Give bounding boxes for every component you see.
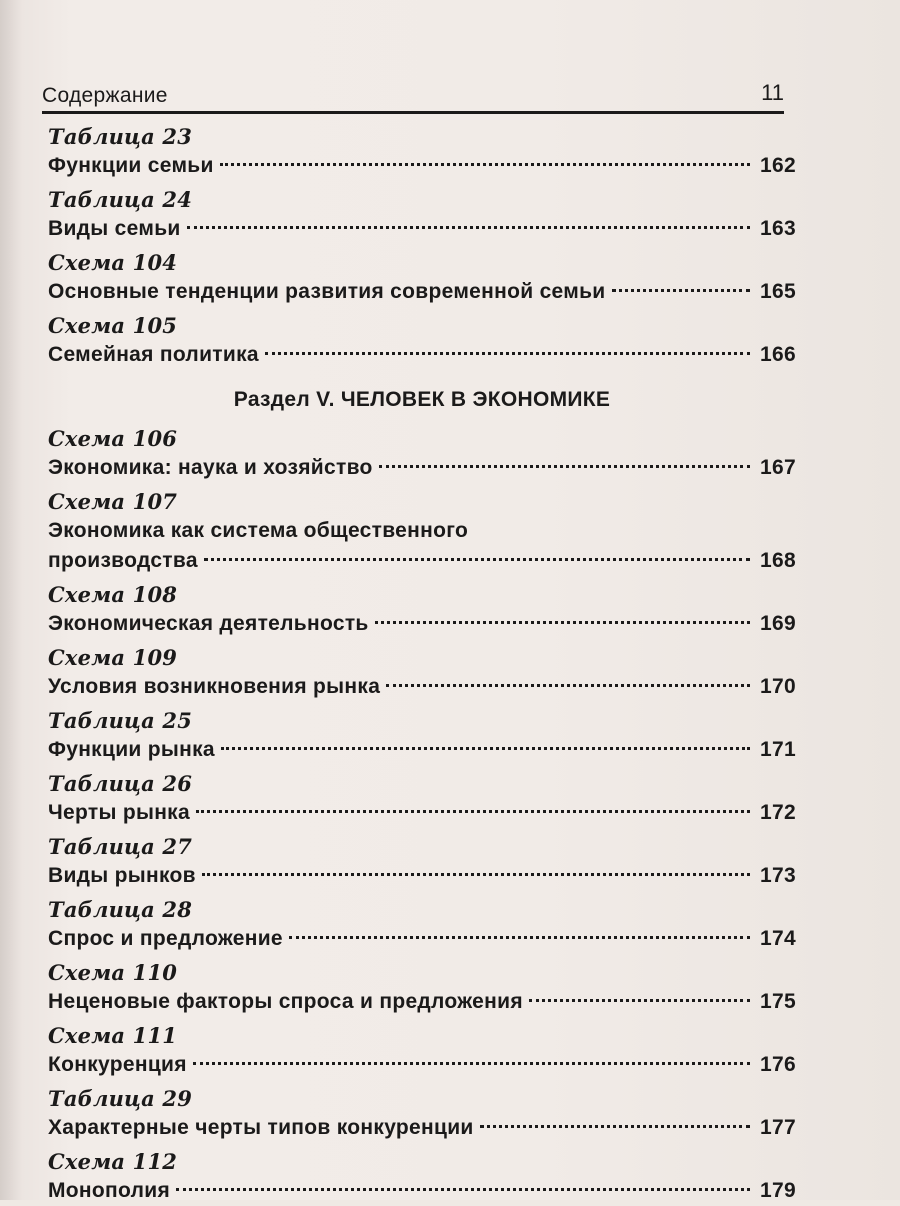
toc-entries-after (48, 425, 796, 1206)
entry-row (48, 1176, 796, 1206)
entry-title: Условия возникновения рынка (48, 675, 381, 698)
entry-title: Семейная политика (48, 343, 259, 366)
entry-label: Схема 109 (48, 645, 178, 670)
entry-title: Основные тенденции развития современной семьи (48, 280, 606, 303)
entry-label: Схема 111 (48, 1023, 178, 1048)
entry-page-number: 174 (760, 927, 796, 950)
entry-page-number: 179 (760, 1179, 796, 1202)
toc-entry (48, 123, 796, 181)
toc-entry (48, 488, 796, 576)
entry-page-number: 167 (760, 456, 796, 479)
entry-label: Таблица 24 (48, 187, 193, 212)
entry-label: Таблица 28 (48, 897, 193, 922)
table-of-contents (48, 118, 796, 1206)
entry-title: Спрос и предложение (48, 927, 283, 950)
running-header (42, 78, 784, 110)
entry-label: Схема 106 (48, 426, 178, 451)
entry-label: Схема 112 (48, 1149, 178, 1174)
entry-page-number: 169 (760, 612, 796, 635)
toc-entry (48, 581, 796, 639)
entry-row (48, 987, 796, 1017)
dot-leader (289, 936, 750, 939)
entry-title: производства (48, 549, 198, 572)
dot-leader (480, 1125, 750, 1128)
entry-title: Экономика: наука и хозяйство (48, 456, 373, 479)
dot-leader (529, 999, 750, 1002)
dot-leader (386, 684, 750, 687)
entry-title: Конкуренция (48, 1053, 187, 1076)
header-title: Содержание (42, 84, 168, 107)
entry-page-number: 168 (760, 549, 796, 572)
section-heading: Раздел V. ЧЕЛОВЕК В ЭКОНОМИКЕ (233, 388, 611, 411)
entry-label: Таблица 25 (48, 708, 193, 733)
entry-title: Монополия (48, 1179, 171, 1202)
entry-row (48, 151, 796, 181)
toc-entry (48, 833, 796, 891)
entry-label: Таблица 27 (48, 834, 193, 859)
entry-label: Схема 105 (48, 313, 178, 338)
toc-entry (48, 707, 796, 765)
entry-page-number: 177 (760, 1116, 796, 1139)
entry-row (48, 924, 796, 954)
entry-page-number: 175 (760, 990, 796, 1013)
entry-label: Таблица 29 (48, 1086, 193, 1111)
entry-page-number: 166 (760, 343, 796, 366)
entry-row (48, 277, 796, 307)
dot-leader (379, 465, 750, 468)
toc-entry (48, 312, 796, 370)
entry-page-number: 163 (760, 217, 796, 240)
toc-entry (48, 1148, 796, 1206)
entry-page-number: 171 (760, 738, 796, 761)
entry-row (48, 609, 796, 639)
entry-row (48, 340, 796, 370)
entry-page-number: 162 (760, 154, 796, 177)
entry-label: Схема 104 (48, 250, 178, 275)
header-page-number: 11 (761, 80, 784, 105)
entry-title: Черты рынка (48, 801, 190, 824)
entry-row (48, 214, 796, 244)
entry-title: Виды рынков (48, 864, 196, 887)
dot-leader (196, 810, 750, 813)
entry-title: Характерные черты типов конкуренции (48, 1116, 474, 1139)
dot-leader (187, 226, 750, 229)
toc-entry (48, 249, 796, 307)
entry-title: Функции рынка (48, 738, 215, 761)
entry-title: Функции семьи (48, 154, 214, 177)
entry-row (48, 1050, 796, 1080)
dot-leader (375, 621, 750, 624)
dot-leader (176, 1188, 750, 1191)
entry-label: Таблица 26 (48, 771, 193, 796)
entry-row (48, 672, 796, 702)
entry-row (48, 1113, 796, 1143)
entry-label: Схема 107 (48, 489, 178, 514)
toc-entry (48, 896, 796, 954)
toc-entry (48, 425, 796, 483)
dot-leader (204, 558, 750, 561)
dot-leader (265, 352, 750, 355)
entry-row (48, 453, 796, 483)
toc-entry (48, 770, 796, 828)
toc-entry (48, 1085, 796, 1143)
entry-row (48, 735, 796, 765)
dot-leader (221, 747, 750, 750)
entry-title: Экономическая деятельность (48, 612, 369, 635)
entry-label: Таблица 23 (48, 124, 193, 149)
dot-leader (193, 1062, 750, 1065)
page-edge-shadow (0, 0, 22, 1200)
entry-page-number: 173 (760, 864, 796, 887)
toc-entry (48, 186, 796, 244)
entry-row (48, 798, 796, 828)
entry-page-number: 165 (760, 280, 796, 303)
entry-row (48, 861, 796, 891)
entry-title: Неценовые факторы спроса и предложения (48, 990, 523, 1013)
header-rule (42, 111, 784, 114)
entry-title-line1: Экономика как система общественного (48, 519, 469, 542)
entry-page-number: 170 (760, 675, 796, 698)
entry-row (48, 546, 796, 576)
entry-label: Схема 110 (48, 960, 178, 985)
toc-entry (48, 959, 796, 1017)
entry-title: Виды семьи (48, 217, 181, 240)
toc-entries-before (48, 123, 796, 370)
toc-entry (48, 644, 796, 702)
dot-leader (202, 873, 750, 876)
dot-leader (612, 289, 750, 292)
entry-page-number: 172 (760, 801, 796, 824)
entry-label: Схема 108 (48, 582, 178, 607)
entry-page-number: 176 (760, 1053, 796, 1076)
toc-entry (48, 1022, 796, 1080)
dot-leader (220, 163, 750, 166)
